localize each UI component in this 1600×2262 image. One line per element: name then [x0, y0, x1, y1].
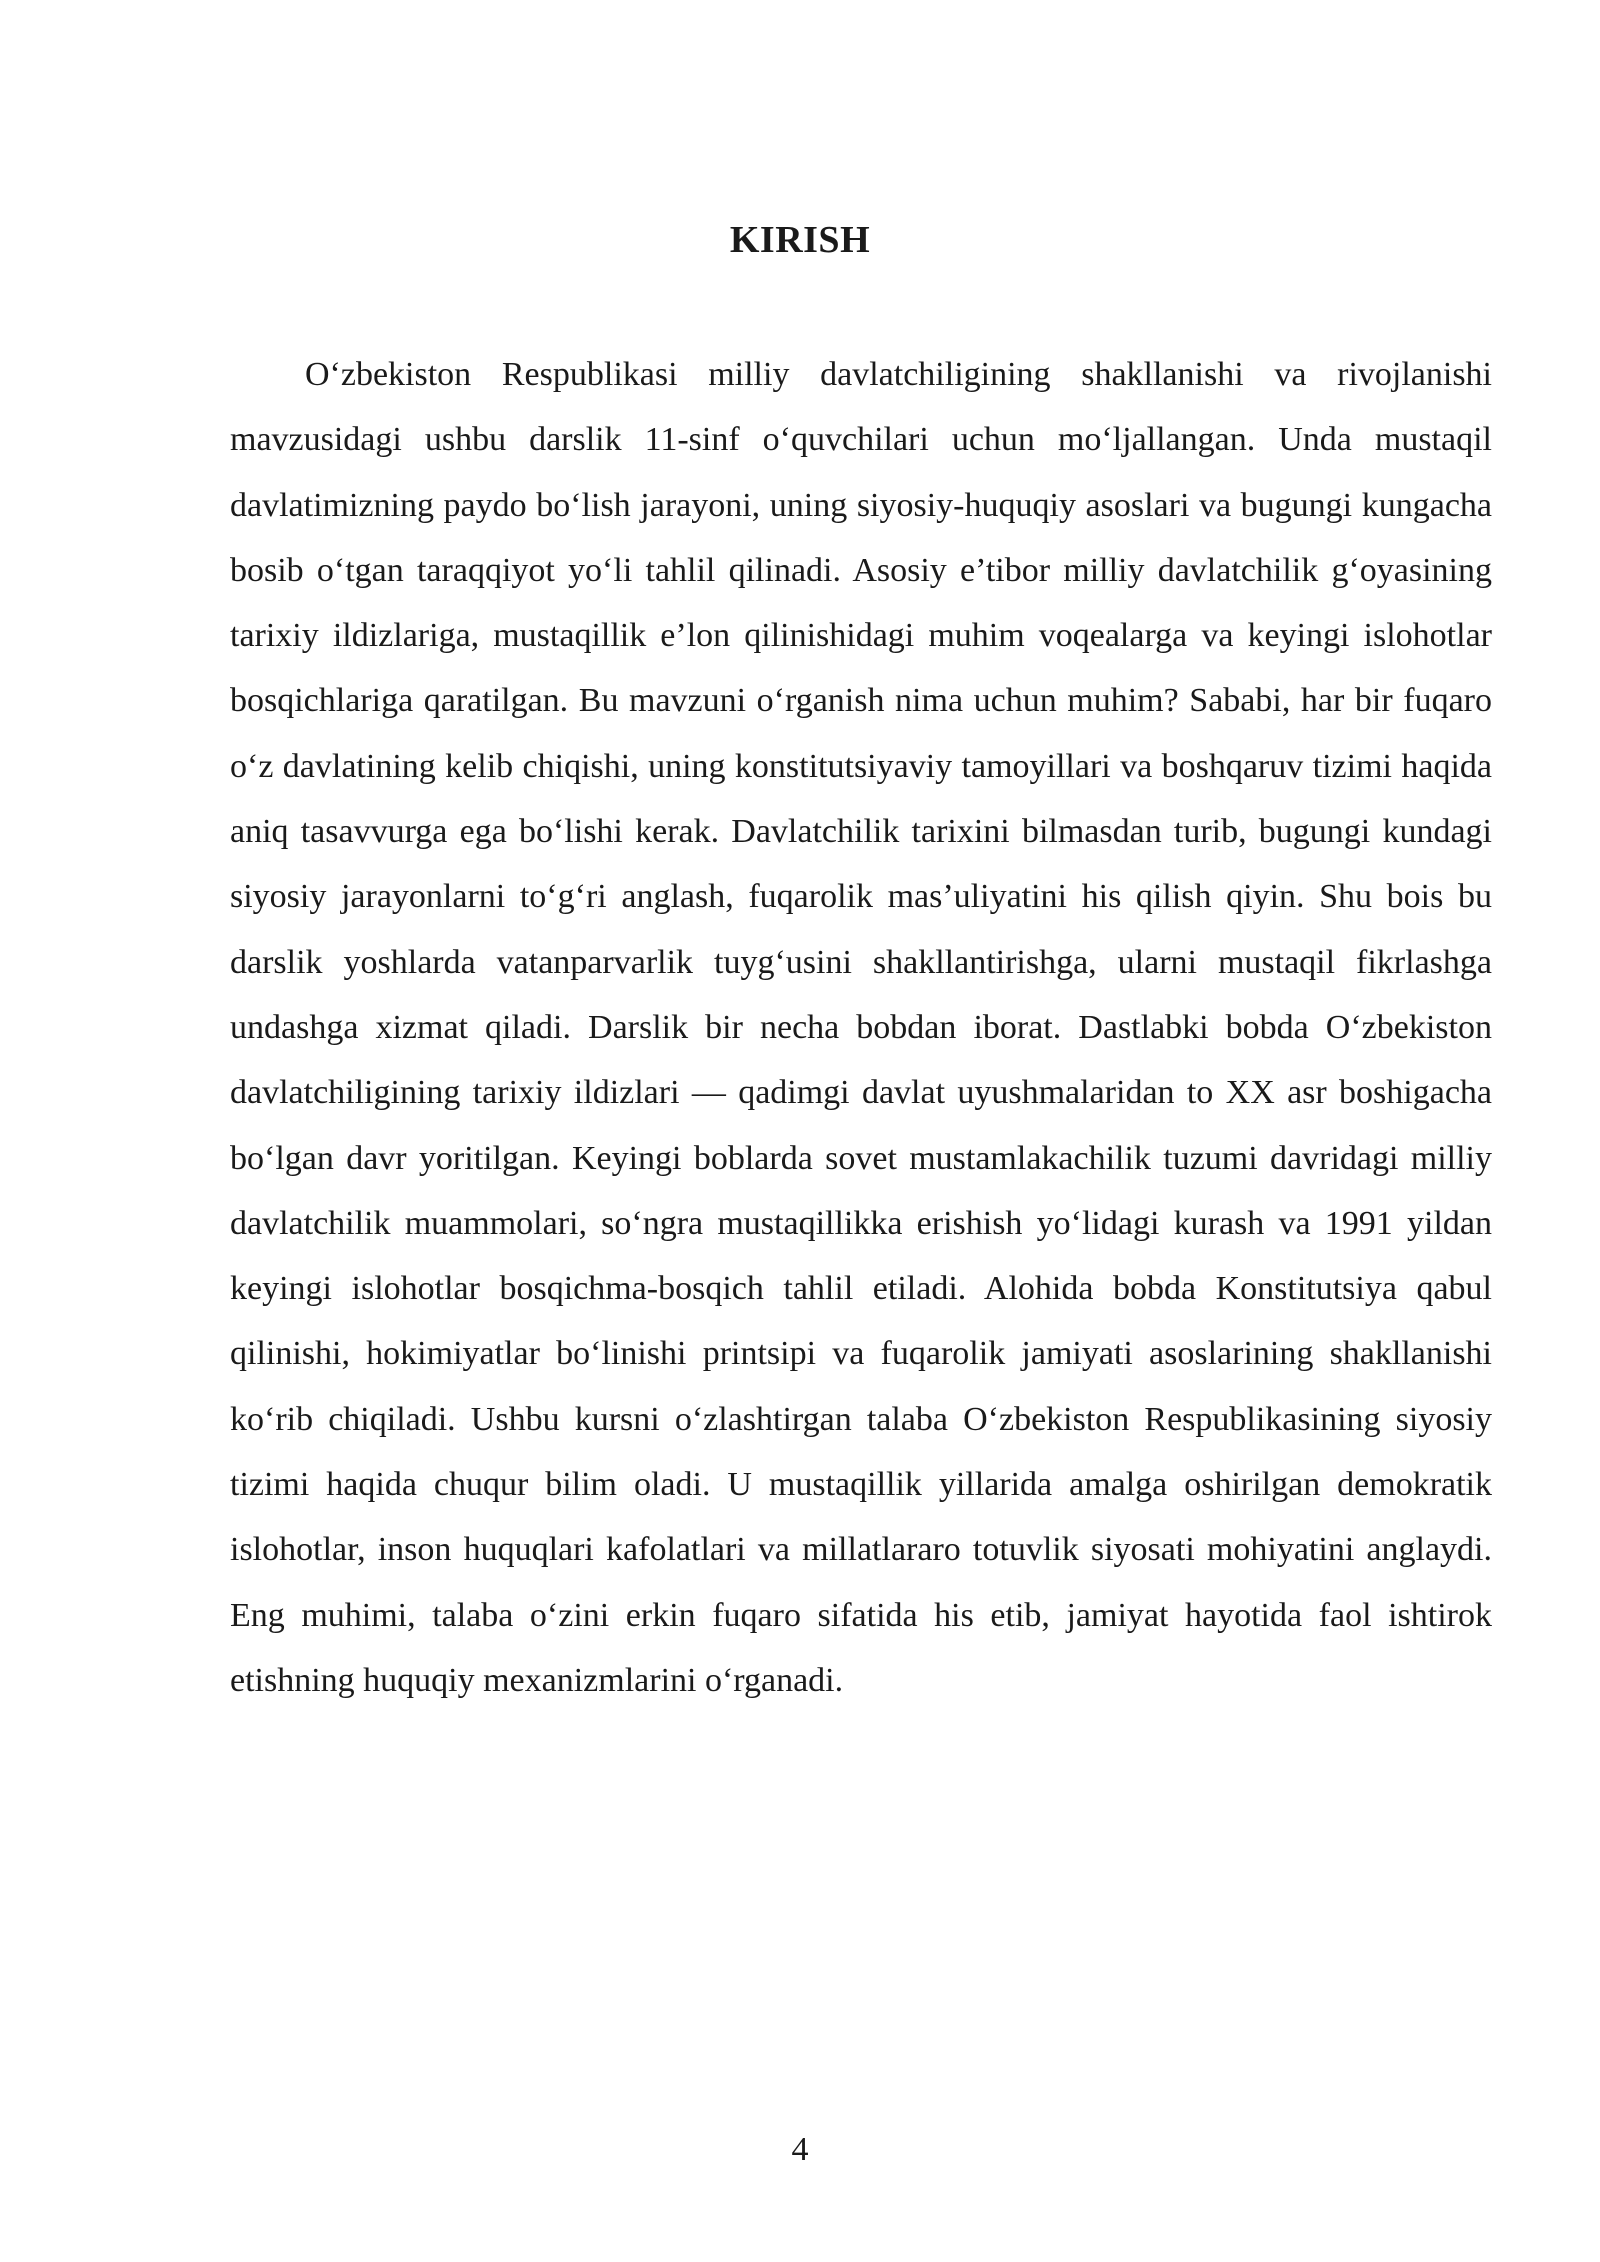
section-heading: KIRISH	[729, 219, 871, 261]
body-paragraph: O‘zbekiston Respublikasi milliy davlatchiligining shakllanishi va rivojlanishi mavzusidagi ushbu darslik 11-sinf o‘quvchilari uchun mo‘ljallangan. Unda mustaqil davlatimizning paydo bo‘lish jarayoni, uning siyosiy-huquqiy asoslari va bugungi kungacha bosib o‘tgan taraqqiyot yo‘li tahlil qilinadi. Asosiy e’tibor milliy davlatchilik g‘oyasining tarixiy ildizlariga, mustaqillik e’lon qilinishidagi muhim voqealarga va keyingi islohotlar bosqichlariga qaratilgan. Bu mavzuni o‘rganish nima uchun muhim? Sababi, har bir fuqaro o‘z davlatining kelib chiqishi, uning konstitutsiyaviy tamoyillari va boshqaruv tizimi haqida aniq tasavvurga ega bo‘lishi kerak. Davlatchilik tarixini bilmasdan turib, bugungi kundagi siyosiy jarayonlarni to‘g‘ri anglash, fuqarolik mas’uliyatini his qilish qiyin. Shu bois bu darslik yoshlarda vatanparvarlik tuyg‘usini shakllantirishga, ularni mustaqil fikrlashga undashga xizmat qiladi. Darslik bir necha bobdan iborat. Dastlabki bobda O‘zbekiston davlatchiligining tarixiy ildizlari — qadimgi davlat uyushmalaridan to XX asr boshigacha bo‘lgan davr yoritilgan. Keyingi boblarda sovet mustamlakachilik tuzumi davridagi milliy davlatchilik muammolari, so‘ngra mustaqillikka erishish yo‘lidagi kurash va 1991 yildan keyingi islohotlar bosqichma-bosqich tahlil etiladi. Alohida bobda Konstitutsiya qabul qilinishi, hokimiyatlar bo‘linishi printsipi va fuqarolik jamiyati asoslarining shakllanishi ko‘rib chiqiladi. Ushbu kursni o‘zlashtirgan talaba O‘zbekiston Respublikasining siyosiy tizimi haqida chuqur bilim oladi. U mustaqillik yillarida amalga oshirilgan demokratik islohotlar, inson huquqlari kafolatlari va millatlararo totuvlik siyosati mohiyatini anglaydi. Eng muhimi, talaba o‘zini erkin fuqaro sifatida his etib, jamiyat hayotida faol ishtirok etishning huquqiy mexanizmlarini o‘rganadi.	[230, 356, 1492, 1699]
page-number: 4	[791, 2131, 809, 2168]
